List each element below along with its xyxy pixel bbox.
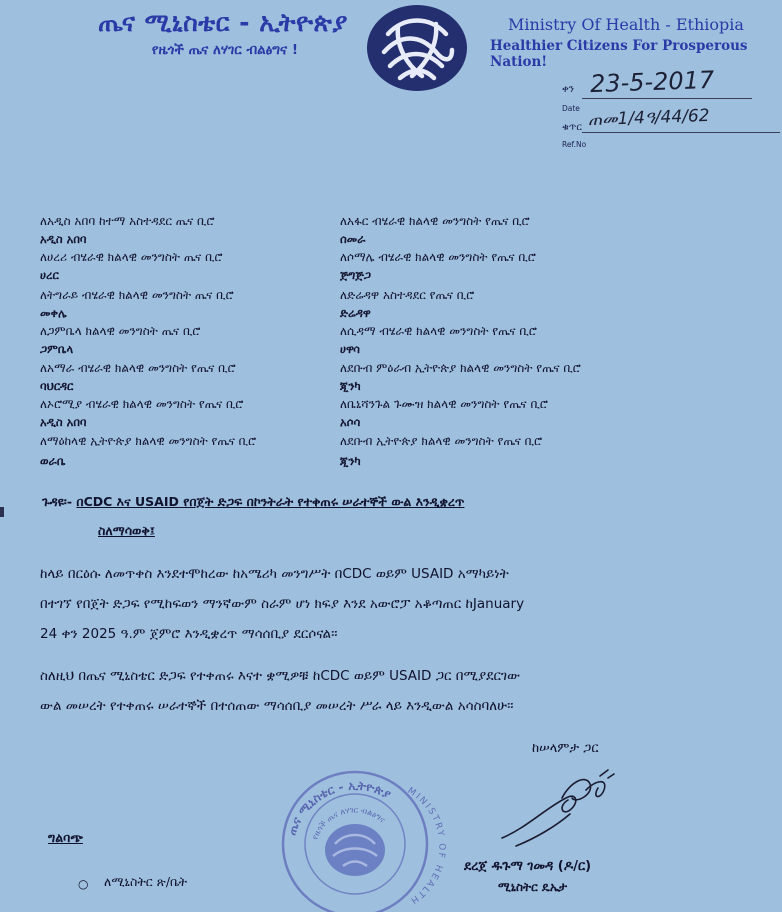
recipient-office: ለሲዳማ ብሄራዊ ክልላዊ መንግስት የጤና ቢሮ [340, 324, 537, 338]
stamp-text-inner: የዜጎች ጤና ለሃገር ብልፅግና [310, 805, 387, 841]
ref-underline [582, 132, 780, 133]
handwritten-signature [496, 768, 646, 856]
recipient-city: አሶሳ [340, 415, 361, 429]
paragraph-line: ከላይ በርዕሱ ለመጥቀስ እንደተሞከረው ከአሜሪካ መንግሥት በCDC ወይም USAID አማካይነት [40, 566, 509, 582]
recipient-city: አዲስ አበባ [40, 415, 87, 429]
date-label-amharic: ቀን [562, 84, 574, 95]
paragraph-line: ውል መሠረት የተቀጠሩ ሠራተኞች በተሰጠው ማሳሰቢያ መሠረት ሥራ ላይ እንዲውል አሳስባለሁ፡፡ [40, 698, 514, 714]
ref-label-amharic: ቁጥር [562, 122, 582, 133]
recipient-city: ባህርዳር [40, 379, 74, 393]
paragraph-line: ስለዚህ በጤና ሚኒስቴር ድጋፍ የተቀጠሩ እናተ ቋሚዎቹ ከCDC ወይም USAID ጋር በሚያደርገው [40, 668, 521, 684]
signatory-name: ደረጀ ዱጉማ ገመዳ (ዶ/ር) [464, 859, 592, 874]
closing-salutation: ከሠላምታ ጋር [532, 741, 599, 756]
recipient-office: ለሶማሌ ብሄራዊ ክልላዊ መንግስት የጤና ቢሮ [340, 250, 536, 264]
official-stamp [255, 752, 455, 912]
recipient-office: ለትግራይ ብሄራዊ ክልላዊ መንግስት ጤና ቢሮ [40, 288, 234, 302]
recipient-office: ለደቡብ ኢትዮጵያ ክልላዊ መንግስት የጤና ቢሮ [340, 434, 543, 448]
paragraph-line: 24 ቀን 2025 ዓ.ም ጀምሮ እንዲቋረጥ ማሳሰቢያ ደርሶናል፡፡ [40, 626, 338, 642]
ref-value: ጠመ1/4ዓ/44/62 [587, 105, 710, 131]
stamp-text-top: ጤና ሚኒስቴር - ኢትዮጵያ [284, 778, 394, 837]
recipient-office: ለማዕከላዊ ኢትዮጵያ ክልላዊ መንግስት የጤና ቢሮ [40, 434, 257, 448]
ministry-logo [366, 4, 468, 92]
recipient-city: ጋምቤላ [40, 342, 74, 356]
recipient-city: ጅግጅጋ [340, 268, 371, 282]
ref-label-english: Ref.No [562, 140, 587, 149]
subject-line [42, 494, 464, 510]
recipient-city: መቀሌ [40, 306, 67, 320]
recipient-office: ለአማራ ብሄራዊ ክልላዊ መንግስት የጤና ቢሮ [40, 361, 236, 375]
recipient-office: ለድሬዳዋ አስተዳደር የጤና ቢሮ [340, 288, 475, 302]
ministry-name-english: Ministry Of Health - Ethiopia [508, 15, 744, 34]
recipient-office: ለጋምቤላ ክልላዊ መንግስት ጤና ቢሮ [40, 324, 201, 338]
recipient-office: ለአፋር ብሄራዊ ክልላዊ መንግስት የጤና ቢሮ [340, 214, 530, 228]
subject-label: ጉዳዩ፡- [42, 494, 73, 509]
recipient-city: ሰመራ [340, 232, 366, 246]
recipient-city: አዲስ አበባ [40, 232, 87, 246]
recipient-city: ጂንካ [340, 454, 361, 468]
date-underline [582, 98, 752, 99]
subject-continuation: ስለማሳወቅ፤ [98, 523, 155, 538]
date-ref-block [560, 65, 782, 155]
recipient-office: ለደቡብ ምዕራብ ኢትዮጵያ ክልላዊ መንግስት የጤና ቢሮ [340, 361, 581, 375]
date-label-english: Date [562, 104, 580, 113]
recipient-city: ድሬዳዋ [340, 306, 371, 320]
subject-text: በCDC እና USAID የበጀት ድጋፍ በኮንትራት የተቀጠሩ ሠራተኞች ውል እንዲቋረጥ [76, 494, 465, 509]
signatory-title: ሚኒስትር ዴኤታ [498, 880, 568, 894]
stamp-text-side: MINISTRY OF HEALTH [405, 785, 447, 906]
recipient-city: ወራቤ [40, 454, 66, 468]
ministry-motto-amharic: የዜጎች ጤና ለሃገር ብልፅግና ! [151, 42, 299, 58]
recipient-city: ሀዋሳ [340, 342, 360, 356]
recipient-office: ለአዲስ አበባ ከተማ አስተዳደር ጤና ቢሮ [40, 214, 215, 228]
ministry-motto-english: Healthier Citizens For Prosperous Nation! [490, 38, 748, 70]
margin-mark [0, 507, 4, 517]
date-value: 23-5-2017 [589, 65, 715, 99]
paragraph-line: በተገኘ የበጀት ድጋፍ የሚከፍወን ማንኛውም ስራም ሆነ ክፍያ እንደ አውሮፓ አቆጣጠር ከJanuary [40, 596, 525, 612]
ministry-name-amharic: ጤና ሚኒስቴር - ኢትዮጵያ [98, 8, 348, 37]
recipient-office: ለቤኒሻንጉል ጉሙዝ ክልላዊ መንግስት የጤና ቢሮ [340, 397, 548, 411]
recipient-office: ለሀረሪ ብሄራዊ ክልላዊ መንግስት ጤና ቢሮ [40, 250, 223, 264]
recipient-office: ለኦሮሚያ ብሄራዊ ክልላዊ መንግስት የጤና ቢሮ [40, 397, 244, 411]
cc-bullet-icon: ○ [78, 877, 89, 891]
recipient-city: ጂንካ [340, 379, 361, 393]
cc-label: ግልባጭ [48, 830, 83, 845]
recipient-city: ሀረር [40, 268, 59, 282]
cc-item: ለሚኒስትር ጽ/ቤት [104, 874, 188, 889]
